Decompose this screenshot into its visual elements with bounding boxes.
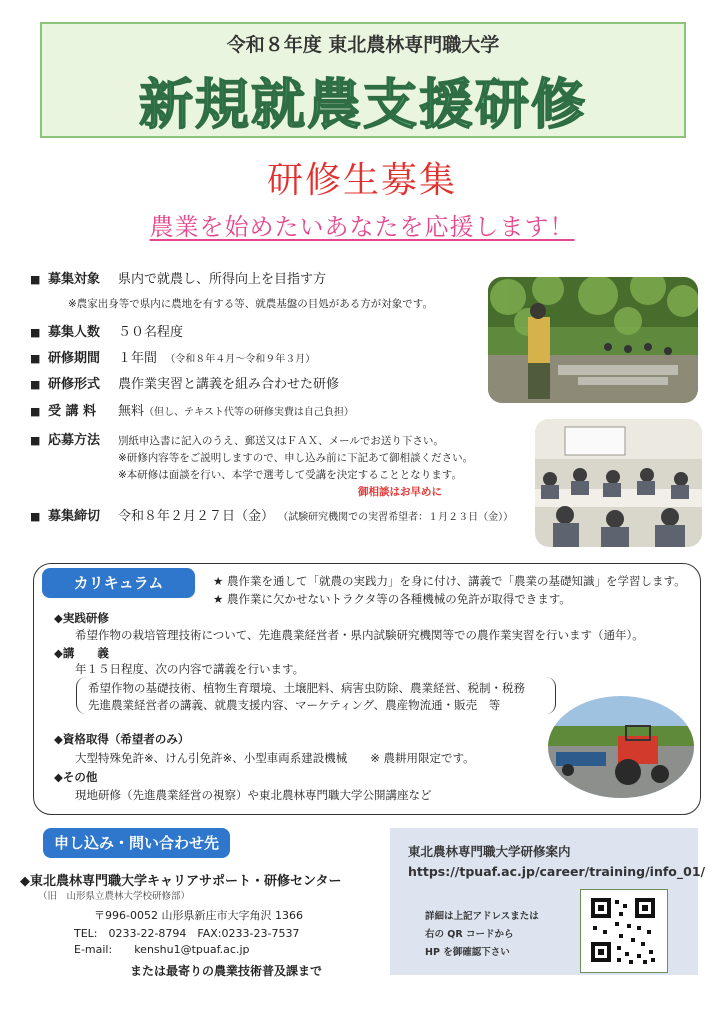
classroom-photo [535, 419, 702, 547]
format-label: 研修形式 [48, 377, 101, 392]
info-format: ■ 研修形式 農作業実習と講義を組み合わせた研修 [30, 377, 340, 392]
fee-value: 無料 [118, 404, 145, 419]
page-subtitle: 研修生募集 [266, 160, 457, 201]
lecture-heading: ◆講 義 [54, 646, 109, 660]
practice-heading: ◆実践研修 [54, 611, 109, 625]
apply-red-note: 御相談はお早めに [358, 486, 442, 498]
curriculum-star1: ★ 農作業を通して「就農の実践力」を身に付け、講義で「農業の基礎知識」を学習します。 [213, 574, 686, 588]
apply-label: 応募方法 [48, 433, 101, 448]
period-value: １年間 [118, 351, 158, 366]
page-title: 新規就農支援研修 [139, 73, 587, 136]
info-apply: ■ 応募方法 [30, 433, 118, 449]
tagline: 農業を始めたいあなたを応援します！ [149, 213, 575, 241]
guide-qr-line1: 詳細は上記アドレスまたは [425, 911, 539, 922]
count-value: ５０名程度 [118, 325, 184, 340]
contact-heading: 申し込み・問い合わせ先 [43, 828, 230, 858]
guide-url[interactable]: https://tpuaf.ac.jp/career/training/info_01/ [408, 864, 706, 879]
guide-qr-line2: 右の QR コードから [425, 929, 514, 940]
contact-org: ◆東北農林専門職大学キャリアサポート・研修センター [20, 874, 342, 889]
contact-email-row [74, 943, 250, 956]
deadline-label: 募集締切 [48, 509, 101, 524]
other-text: 現地研修（先進農業経営の視察）や東北農林専門職大学公開講座など [75, 788, 432, 802]
license-text: 大型特殊免許※、けん引免許※、小型車両系建設機械 ※ 農耕用限定です。 [75, 751, 475, 765]
info-period: ■ 研修期間 １年間 （令和８年４月～令和９年３月） [30, 351, 316, 366]
header-year-org: 令和８年度 東北農林専門職大学 [226, 34, 500, 56]
info-fee: ■ 受 講 料 無料（但し、テキスト代等の研修実費は自己負担） [30, 404, 354, 419]
curriculum-heading: カリキュラム [42, 568, 195, 598]
fee-label: 受 講 料 [48, 404, 97, 419]
email-link[interactable]: kenshu1@tpuaf.ac.jp [134, 943, 250, 956]
period-label: 研修期間 [48, 351, 101, 366]
count-label: 募集人数 [48, 325, 101, 340]
lecture-text: 年１５日程度、次の内容で講義を行います。 [75, 662, 305, 676]
info-target: ■ 募集対象 県内で就農し、所得向上を目指す方 [30, 272, 327, 287]
orchard-photo [488, 277, 698, 403]
deadline-note: （試験研究機関での実習希望者：１月２３日（金）） [278, 512, 514, 523]
qr-code-icon[interactable] [580, 889, 668, 973]
other-heading: ◆その他 [54, 770, 98, 784]
guide-title: 東北農林専門職大学研修案内 [408, 844, 571, 859]
email-label: E-mail: [74, 943, 113, 956]
target-note: ※農家出身等で県内に農地を有する等、就農基盤の目処がある方が対象です。 [68, 298, 433, 310]
fee-note: （但し、テキスト代等の研修実費は自己負担） [144, 407, 354, 418]
tractor-photo [548, 696, 694, 798]
info-count: ■ 募集人数 ５０名程度 [30, 325, 184, 340]
practice-text: 希望作物の栽培管理技術について、先進農業経営者・県内試験研究機関等での農作業実習を行います（通年）。 [75, 628, 644, 642]
contact-tel-fax: TEL: 0233-22-8794 FAX:0233-23-7537 [74, 927, 300, 940]
guide-qr-line3: HP を御確認下さい [425, 947, 510, 958]
contact-address: 〒996-0052 山形県新庄市大字角沢 1366 [94, 909, 303, 922]
license-heading: ◆資格取得（希望者のみ） [54, 732, 190, 746]
lecture-topics-line1: 希望作物の基礎技術、植物生育環境、土壌肥料、病害虫防除、農業経営、税制・税務 [88, 681, 525, 695]
contact-former: （旧 山形県立農林大学校研修部） [38, 891, 191, 902]
contact-also: または最寄りの農業技術普及課まで [130, 964, 323, 978]
info-deadline: ■ 募集締切 令和８年２月２７日（金） （試験研究機関での実習希望者：１月２３日（金）） [30, 509, 514, 524]
period-note: （令和８年４月～令和９年３月） [165, 354, 316, 365]
lecture-topics-line2: 先進農業経営者の講義、就農支援内容、マーケティング、農産物流通・販売 等 [88, 698, 501, 712]
apply-line3: ※本研修は面談を行い、本学で選考して受講を決定することとなります。 [118, 469, 462, 481]
target-value: 県内で就農し、所得向上を目指す方 [118, 272, 327, 287]
format-value: 農作業実習と講義を組み合わせた研修 [118, 377, 340, 392]
curriculum-star2: ★ 農作業に欠かせないトラクタ等の各種機械の免許が取得できます。 [213, 592, 571, 606]
deadline-value: 令和８年２月２７日（金） [118, 509, 275, 524]
apply-line2: ※研修内容等をご説明しますので、申し込み前に下記あて御相談ください。 [118, 452, 474, 464]
apply-line1: 別紙申込書に記入のうえ、郵送又はＦＡＸ、メールでお送り下さい。 [118, 435, 444, 447]
target-label: 募集対象 [48, 272, 101, 287]
